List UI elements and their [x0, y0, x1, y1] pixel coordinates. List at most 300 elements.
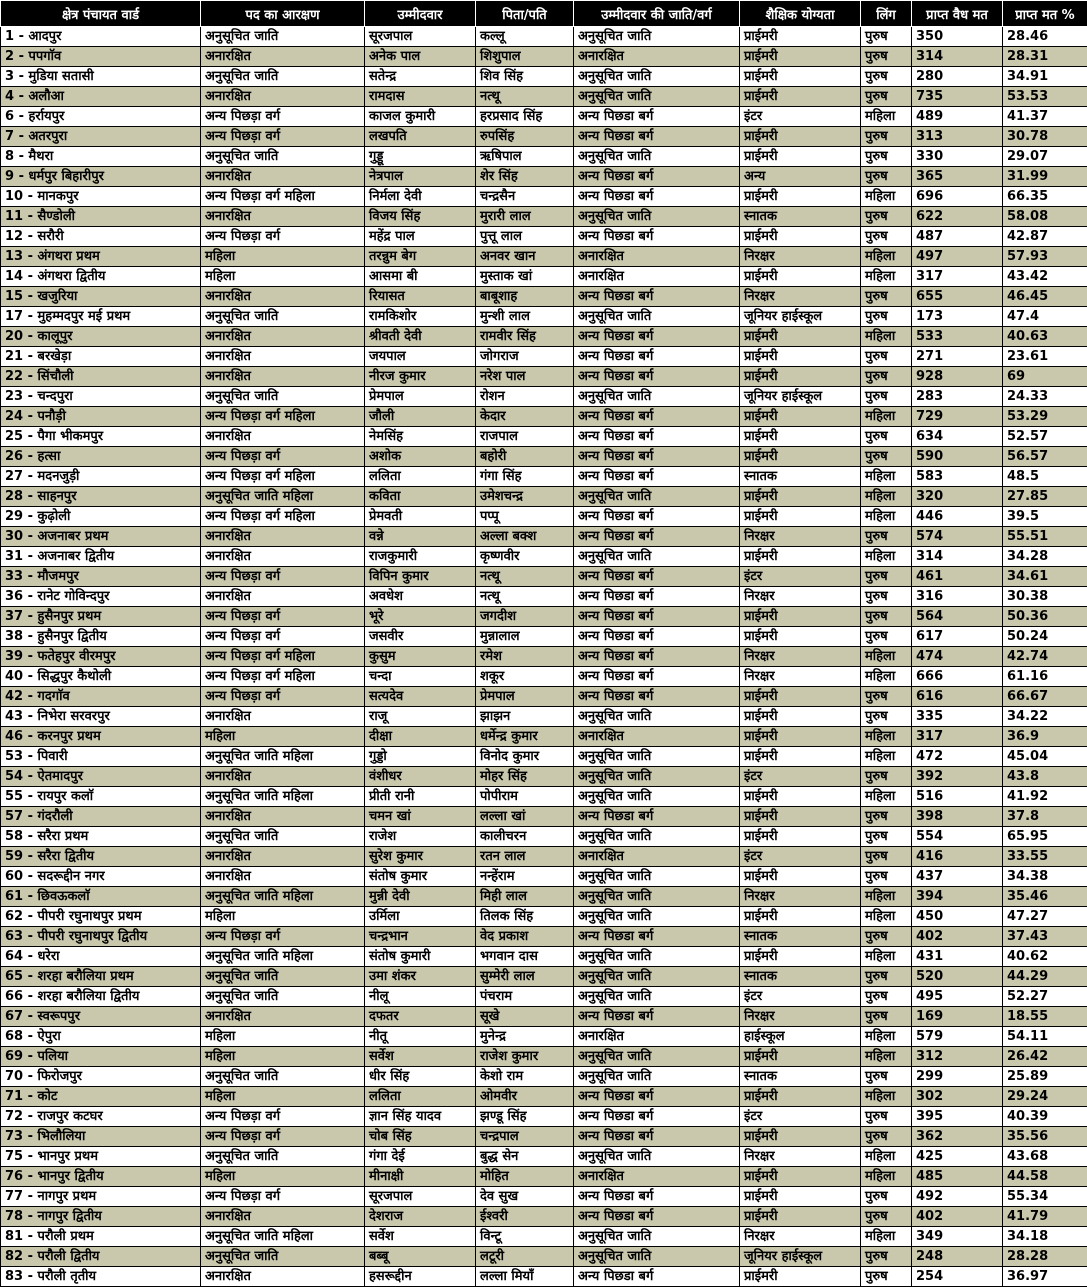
gender-cell: पुरुष	[861, 827, 912, 847]
candidate-cell: रियासत	[365, 287, 476, 307]
father-husband-cell: जोगराज	[476, 347, 574, 367]
reservation-cell: अनारक्षित	[201, 547, 365, 567]
caste-category-cell: अन्य पिछडा बर्ग	[574, 1267, 740, 1287]
father-husband-cell: भगवान दास	[476, 947, 574, 967]
education-cell: जूनियर हाईस्कूल	[740, 387, 861, 407]
reservation-cell: अन्य पिछड़ा वर्ग	[201, 1127, 365, 1147]
father-husband-cell: रमेश	[476, 647, 574, 667]
candidate-cell: चन्दा	[365, 667, 476, 687]
table-row	[1, 107, 1087, 127]
ward-cell: 28 - साहनपुर	[1, 487, 201, 507]
education-cell: स्नातक	[740, 467, 861, 487]
vote-percent-cell: 45.04	[1003, 747, 1087, 767]
candidate-cell: नीलू	[365, 987, 476, 1007]
reservation-cell: अन्य पिछड़ा वर्ग	[201, 627, 365, 647]
table-row	[1, 1247, 1087, 1267]
caste-category-cell: अनुसूचित जाति	[574, 967, 740, 987]
caste-category-cell: अनारक्षित	[574, 1167, 740, 1187]
vote-percent-cell: 50.24	[1003, 627, 1087, 647]
caste-category-cell: अनारक्षित	[574, 1027, 740, 1047]
vote-percent-cell: 37.43	[1003, 927, 1087, 947]
ward-cell: 64 - धरेरा	[1, 947, 201, 967]
caste-category-cell: अन्य पिछडा बर्ग	[574, 407, 740, 427]
ward-cell: 8 - मैथरा	[1, 147, 201, 167]
candidate-cell: दफतर	[365, 1007, 476, 1027]
candidate-cell: कविता	[365, 487, 476, 507]
father-husband-cell: तिलक सिंह	[476, 907, 574, 927]
father-husband-cell: ईश्वरी	[476, 1207, 574, 1227]
table-row	[1, 907, 1087, 927]
father-husband-cell: कालीचरन	[476, 827, 574, 847]
education-cell: प्राईमरी	[740, 867, 861, 887]
gender-cell: पुरुष	[861, 1207, 912, 1227]
father-husband-cell: शिव सिंह	[476, 67, 574, 87]
caste-category-cell: अनुसूचित जाति	[574, 867, 740, 887]
caste-category-cell: अन्य पिछडा बर्ग	[574, 667, 740, 687]
gender-cell: पुरुष	[861, 607, 912, 627]
reservation-cell: अनारक्षित	[201, 707, 365, 727]
father-husband-cell: नत्थू	[476, 587, 574, 607]
education-cell: निरक्षर	[740, 287, 861, 307]
candidate-cell: लखपति	[365, 127, 476, 147]
valid-votes-cell: 735	[912, 87, 1003, 107]
reservation-cell: अनुसूचित जाति	[201, 147, 365, 167]
candidate-cell: महेंद्र पाल	[365, 227, 476, 247]
education-cell: प्राईमरी	[740, 1167, 861, 1187]
gender-cell: महिला	[861, 107, 912, 127]
valid-votes-cell: 392	[912, 767, 1003, 787]
reservation-cell: अनुसूचित जाति महिला	[201, 487, 365, 507]
valid-votes-cell: 314	[912, 47, 1003, 67]
education-cell: प्राईमरी	[740, 347, 861, 367]
caste-category-cell: अन्य पिछडा बर्ग	[574, 607, 740, 627]
reservation-cell: अन्य पिछड़ा वर्ग महिला	[201, 647, 365, 667]
father-husband-cell: विन्टू	[476, 1227, 574, 1247]
candidate-cell: अवधेश	[365, 587, 476, 607]
caste-category-cell: अन्य पिछडा बर्ग	[574, 187, 740, 207]
father-husband-cell: पप्पू	[476, 507, 574, 527]
father-husband-cell: पंचराम	[476, 987, 574, 1007]
candidate-cell: दीक्षा	[365, 727, 476, 747]
gender-cell: पुरुष	[861, 1127, 912, 1147]
valid-votes-cell: 516	[912, 787, 1003, 807]
education-cell: इंटर	[740, 107, 861, 127]
reservation-cell: अन्य पिछड़ा वर्ग	[201, 447, 365, 467]
ward-cell: 22 - सिंचौली	[1, 367, 201, 387]
valid-votes-cell: 299	[912, 1067, 1003, 1087]
father-husband-cell: बहोरी	[476, 447, 574, 467]
gender-cell: पुरुष	[861, 27, 912, 47]
caste-category-cell: अन्य पिछडा बर्ग	[574, 1107, 740, 1127]
father-husband-cell: नरेश पाल	[476, 367, 574, 387]
candidate-cell: संतोष कुमारी	[365, 947, 476, 967]
reservation-cell: अनारक्षित	[201, 587, 365, 607]
valid-votes-cell: 634	[912, 427, 1003, 447]
valid-votes-cell: 472	[912, 747, 1003, 767]
gender-cell: पुरुष	[861, 167, 912, 187]
father-husband-cell: चन्द्रपाल	[476, 1127, 574, 1147]
vote-percent-cell: 44.29	[1003, 967, 1087, 987]
reservation-cell: अनुसूचित जाति महिला	[201, 947, 365, 967]
reservation-cell: महिला	[201, 1027, 365, 1047]
reservation-cell: महिला	[201, 1047, 365, 1067]
ward-cell: 53 - पिवारी	[1, 747, 201, 767]
gender-cell: पुरुष	[861, 427, 912, 447]
reservation-cell: अनारक्षित	[201, 1207, 365, 1227]
table-body	[1, 27, 1087, 1287]
ward-cell: 6 - हर्रायपुर	[1, 107, 201, 127]
valid-votes-cell: 316	[912, 587, 1003, 607]
candidate-cell: प्रेमवती	[365, 507, 476, 527]
caste-category-cell: अन्य पिछडा बर्ग	[574, 1087, 740, 1107]
ward-cell: 27 - मदनजुड़ी	[1, 467, 201, 487]
reservation-cell: महिला	[201, 907, 365, 927]
vote-percent-cell: 66.35	[1003, 187, 1087, 207]
table-row	[1, 1087, 1087, 1107]
reservation-cell: अनुसूचित जाति	[201, 987, 365, 1007]
vote-percent-cell: 56.57	[1003, 447, 1087, 467]
gender-cell: पुरुष	[861, 1007, 912, 1027]
vote-percent-cell: 50.36	[1003, 607, 1087, 627]
candidate-cell: सुरेश कुमार	[365, 847, 476, 867]
reservation-cell: अनुसूचित जाति	[201, 27, 365, 47]
vote-percent-cell: 24.33	[1003, 387, 1087, 407]
ward-cell: 76 - भानपुर द्वितीय	[1, 1167, 201, 1187]
education-cell: प्राईमरी	[740, 547, 861, 567]
father-husband-cell: मुरारी लाल	[476, 207, 574, 227]
gender-cell: पुरुष	[861, 1247, 912, 1267]
education-cell: प्राईमरी	[740, 227, 861, 247]
reservation-cell: अनारक्षित	[201, 767, 365, 787]
table-row	[1, 1107, 1087, 1127]
vote-percent-cell: 58.08	[1003, 207, 1087, 227]
education-cell: निरक्षर	[740, 647, 861, 667]
valid-votes-cell: 169	[912, 1007, 1003, 1027]
father-husband-cell: वेद प्रकाश	[476, 927, 574, 947]
ward-cell: 25 - पैगा भीकमपुर	[1, 427, 201, 447]
vote-percent-cell: 34.61	[1003, 567, 1087, 587]
vote-percent-cell: 54.11	[1003, 1027, 1087, 1047]
valid-votes-cell: 173	[912, 307, 1003, 327]
table-row	[1, 167, 1087, 187]
candidate-cell: हसरूद्दीन	[365, 1267, 476, 1287]
caste-category-cell: अन्य पिछडा बर्ग	[574, 427, 740, 447]
valid-votes-cell: 533	[912, 327, 1003, 347]
ward-cell: 55 - रायपुर कलाॅ	[1, 787, 201, 807]
header-caste-category: उम्मीदवार की जाति/वर्ग	[574, 1, 740, 27]
reservation-cell: अनारक्षित	[201, 867, 365, 887]
vote-percent-cell: 40.39	[1003, 1107, 1087, 1127]
gender-cell: पुरुष	[861, 67, 912, 87]
header-gender: लिंग	[861, 1, 912, 27]
father-husband-cell: शकूर	[476, 667, 574, 687]
caste-category-cell: अन्य पिछडा बर्ग	[574, 1127, 740, 1147]
table-row	[1, 1067, 1087, 1087]
education-cell: इंटर	[740, 1107, 861, 1127]
candidate-cell: राजू	[365, 707, 476, 727]
gender-cell: पुरुष	[861, 867, 912, 887]
gender-cell: महिला	[861, 267, 912, 287]
caste-category-cell: अनारक्षित	[574, 267, 740, 287]
candidate-cell: सूरजपाल	[365, 1187, 476, 1207]
father-husband-cell: लल्ला मियाँ	[476, 1267, 574, 1287]
valid-votes-cell: 402	[912, 1207, 1003, 1227]
education-cell: प्राईमरी	[740, 267, 861, 287]
vote-percent-cell: 47.4	[1003, 307, 1087, 327]
valid-votes-cell: 487	[912, 227, 1003, 247]
gender-cell: महिला	[861, 1047, 912, 1067]
caste-category-cell: अन्य पिछडा बर्ग	[574, 627, 740, 647]
table-row	[1, 1147, 1087, 1167]
gender-cell: पुरुष	[861, 627, 912, 647]
candidate-cell: जौली	[365, 407, 476, 427]
caste-category-cell: अनुसूचित जाति	[574, 747, 740, 767]
table-row	[1, 147, 1087, 167]
ward-cell: 83 - परौली तृतीय	[1, 1267, 201, 1287]
candidate-cell: तरन्नुम बेग	[365, 247, 476, 267]
header-vote-percent: प्राप्त मत %	[1003, 1, 1087, 27]
candidate-cell: अनेक पाल	[365, 47, 476, 67]
education-cell: निरक्षर	[740, 1227, 861, 1247]
candidate-cell: उर्मिला	[365, 907, 476, 927]
table-row	[1, 487, 1087, 507]
vote-percent-cell: 44.58	[1003, 1167, 1087, 1187]
caste-category-cell: अन्य पिछडा बर्ग	[574, 107, 740, 127]
ward-cell: 11 - सैण्डोली	[1, 207, 201, 227]
reservation-cell: अनारक्षित	[201, 1267, 365, 1287]
ward-cell: 37 - हुसैनपुर प्रथम	[1, 607, 201, 627]
valid-votes-cell: 655	[912, 287, 1003, 307]
gender-cell: पुरुष	[861, 567, 912, 587]
header-row	[1, 1, 1087, 27]
valid-votes-cell: 314	[912, 547, 1003, 567]
valid-votes-cell: 461	[912, 567, 1003, 587]
valid-votes-cell: 398	[912, 807, 1003, 827]
father-husband-cell: कृष्णवीर	[476, 547, 574, 567]
gender-cell: पुरुष	[861, 927, 912, 947]
vote-percent-cell: 61.16	[1003, 667, 1087, 687]
table-row	[1, 807, 1087, 827]
education-cell: हाईस्कूल	[740, 1027, 861, 1047]
vote-percent-cell: 46.45	[1003, 287, 1087, 307]
candidate-cell: गुड्डो	[365, 747, 476, 767]
gender-cell: पुरुष	[861, 707, 912, 727]
valid-votes-cell: 248	[912, 1247, 1003, 1267]
valid-votes-cell: 271	[912, 347, 1003, 367]
education-cell: इंटर	[740, 567, 861, 587]
education-cell: प्राईमरी	[740, 627, 861, 647]
vote-percent-cell: 52.27	[1003, 987, 1087, 1007]
candidate-cell: सर्वेश	[365, 1047, 476, 1067]
vote-percent-cell: 41.79	[1003, 1207, 1087, 1227]
table-row	[1, 1207, 1087, 1227]
gender-cell: महिला	[861, 907, 912, 927]
father-husband-cell: मुन्नालाल	[476, 627, 574, 647]
candidate-cell: जयपाल	[365, 347, 476, 367]
candidate-cell: आसमा बी	[365, 267, 476, 287]
gender-cell: पुरुष	[861, 387, 912, 407]
valid-votes-cell: 395	[912, 1107, 1003, 1127]
candidate-cell: सर्वेश	[365, 1227, 476, 1247]
education-cell: प्राईमरी	[740, 1127, 861, 1147]
valid-votes-cell: 402	[912, 927, 1003, 947]
table-row	[1, 847, 1087, 867]
valid-votes-cell: 554	[912, 827, 1003, 847]
table-row	[1, 1007, 1087, 1027]
father-husband-cell: नन्हेंराम	[476, 867, 574, 887]
table-row	[1, 1227, 1087, 1247]
education-cell: प्राईमरी	[740, 127, 861, 147]
reservation-cell: अनुसूचित जाति	[201, 1147, 365, 1167]
caste-category-cell: अन्य पिछडा बर्ग	[574, 227, 740, 247]
ward-cell: 23 - चन्दपुरा	[1, 387, 201, 407]
reservation-cell: अन्य पिछड़ा वर्ग महिला	[201, 467, 365, 487]
ward-cell: 7 - अतरपुरा	[1, 127, 201, 147]
candidate-cell: अशोक	[365, 447, 476, 467]
caste-category-cell: अनुसूचित जाति	[574, 887, 740, 907]
valid-votes-cell: 317	[912, 267, 1003, 287]
father-husband-cell: केदार	[476, 407, 574, 427]
table-row	[1, 27, 1087, 47]
vote-percent-cell: 29.24	[1003, 1087, 1087, 1107]
ward-cell: 59 - सरैरा द्वितीय	[1, 847, 201, 867]
candidate-cell: राजकुमारी	[365, 547, 476, 567]
reservation-cell: अनारक्षित	[201, 287, 365, 307]
gender-cell: पुरुष	[861, 807, 912, 827]
gender-cell: महिला	[861, 1147, 912, 1167]
vote-percent-cell: 41.37	[1003, 107, 1087, 127]
ward-cell: 17 - मुहम्मदपुर मई प्रथम	[1, 307, 201, 327]
father-husband-cell: जगदीश	[476, 607, 574, 627]
education-cell: इंटर	[740, 847, 861, 867]
caste-category-cell: अन्य पिछडा बर्ग	[574, 367, 740, 387]
candidate-cell: चोब सिंह	[365, 1127, 476, 1147]
caste-category-cell: अनारक्षित	[574, 247, 740, 267]
table-row	[1, 187, 1087, 207]
father-husband-cell: रतन लाल	[476, 847, 574, 867]
ward-cell: 20 - कालूपुर	[1, 327, 201, 347]
candidate-cell: ललिता	[365, 467, 476, 487]
gender-cell: पुरुष	[861, 527, 912, 547]
caste-category-cell: अनुसूचित जाति	[574, 787, 740, 807]
table-row	[1, 1187, 1087, 1207]
gender-cell: महिला	[861, 1027, 912, 1047]
table-row	[1, 547, 1087, 567]
candidate-cell: नीरज कुमार	[365, 367, 476, 387]
vote-percent-cell: 39.5	[1003, 507, 1087, 527]
ward-cell: 36 - रानेट गोविन्दपुर	[1, 587, 201, 607]
valid-votes-cell: 616	[912, 687, 1003, 707]
education-cell: निरक्षर	[740, 667, 861, 687]
education-cell: प्राईमरी	[740, 187, 861, 207]
table-row	[1, 307, 1087, 327]
table-row	[1, 407, 1087, 427]
education-cell: जूनियर हाईस्कूल	[740, 1247, 861, 1267]
education-cell: इंटर	[740, 987, 861, 1007]
table-row	[1, 387, 1087, 407]
caste-category-cell: अनुसूचित जाति	[574, 67, 740, 87]
reservation-cell: अनारक्षित	[201, 207, 365, 227]
gender-cell: पुरुष	[861, 127, 912, 147]
caste-category-cell: अनारक्षित	[574, 47, 740, 67]
gender-cell: पुरुष	[861, 967, 912, 987]
gender-cell: महिला	[861, 187, 912, 207]
table-row	[1, 207, 1087, 227]
ward-cell: 81 - परौली प्रथम	[1, 1227, 201, 1247]
table-row	[1, 327, 1087, 347]
ward-cell: 65 - शरहा बरौलिया प्रथम	[1, 967, 201, 987]
valid-votes-cell: 362	[912, 1127, 1003, 1147]
caste-category-cell: अनुसूचित जाति	[574, 207, 740, 227]
education-cell: निरक्षर	[740, 1007, 861, 1027]
vote-percent-cell: 29.07	[1003, 147, 1087, 167]
gender-cell: महिला	[861, 1227, 912, 1247]
caste-category-cell: अन्य पिछडा बर्ग	[574, 807, 740, 827]
education-cell: प्राईमरी	[740, 1267, 861, 1287]
gender-cell: पुरुष	[861, 47, 912, 67]
reservation-cell: अनारक्षित	[201, 847, 365, 867]
reservation-cell: अन्य पिछड़ा वर्ग	[201, 107, 365, 127]
father-husband-cell: नत्थू	[476, 567, 574, 587]
candidate-cell: नेमसिंह	[365, 427, 476, 447]
father-husband-cell: बाबूशाह	[476, 287, 574, 307]
candidate-cell: धीर सिंह	[365, 1067, 476, 1087]
valid-votes-cell: 254	[912, 1267, 1003, 1287]
vote-percent-cell: 34.28	[1003, 547, 1087, 567]
ward-cell: 61 - छिवऊकलाॅ	[1, 887, 201, 907]
father-husband-cell: मुनेन्द्र	[476, 1027, 574, 1047]
table-row	[1, 587, 1087, 607]
gender-cell: पुरुष	[861, 987, 912, 1007]
education-cell: निरक्षर	[740, 587, 861, 607]
gender-cell: पुरुष	[861, 87, 912, 107]
caste-category-cell: अनुसूचित जाति	[574, 1247, 740, 1267]
reservation-cell: अनुसूचित जाति	[201, 1247, 365, 1267]
vote-percent-cell: 42.87	[1003, 227, 1087, 247]
gender-cell: पुरुष	[861, 1187, 912, 1207]
father-husband-cell: मुस्ताक खां	[476, 267, 574, 287]
valid-votes-cell: 520	[912, 967, 1003, 987]
father-husband-cell: हरप्रसाद सिंह	[476, 107, 574, 127]
candidate-cell: वन्ने	[365, 527, 476, 547]
valid-votes-cell: 928	[912, 367, 1003, 387]
table-row	[1, 667, 1087, 687]
reservation-cell: अन्य पिछड़ा वर्ग	[201, 687, 365, 707]
reservation-cell: अन्य पिछड़ा वर्ग	[201, 1107, 365, 1127]
vote-percent-cell: 55.51	[1003, 527, 1087, 547]
gender-cell: महिला	[861, 507, 912, 527]
table-row	[1, 1127, 1087, 1147]
gender-cell: महिला	[861, 327, 912, 347]
ward-cell: 33 - मौजमपुर	[1, 567, 201, 587]
ward-cell: 1 - आदपुर	[1, 27, 201, 47]
education-cell: प्राईमरी	[740, 507, 861, 527]
table-row	[1, 1047, 1087, 1067]
candidate-cell: प्रीती रानी	[365, 787, 476, 807]
father-husband-cell: पोपीराम	[476, 787, 574, 807]
father-husband-cell: विनोद कुमार	[476, 747, 574, 767]
reservation-cell: अनारक्षित	[201, 527, 365, 547]
education-cell: प्राईमरी	[740, 27, 861, 47]
father-husband-cell: कल्लू	[476, 27, 574, 47]
gender-cell: महिला	[861, 787, 912, 807]
caste-category-cell: अनुसूचित जाति	[574, 147, 740, 167]
father-husband-cell: रामवीर सिंह	[476, 327, 574, 347]
father-husband-cell: लटूरी	[476, 1247, 574, 1267]
caste-category-cell: अनुसूचित जाति	[574, 947, 740, 967]
caste-category-cell: अन्य पिछडा बर्ग	[574, 347, 740, 367]
gender-cell: पुरुष	[861, 287, 912, 307]
